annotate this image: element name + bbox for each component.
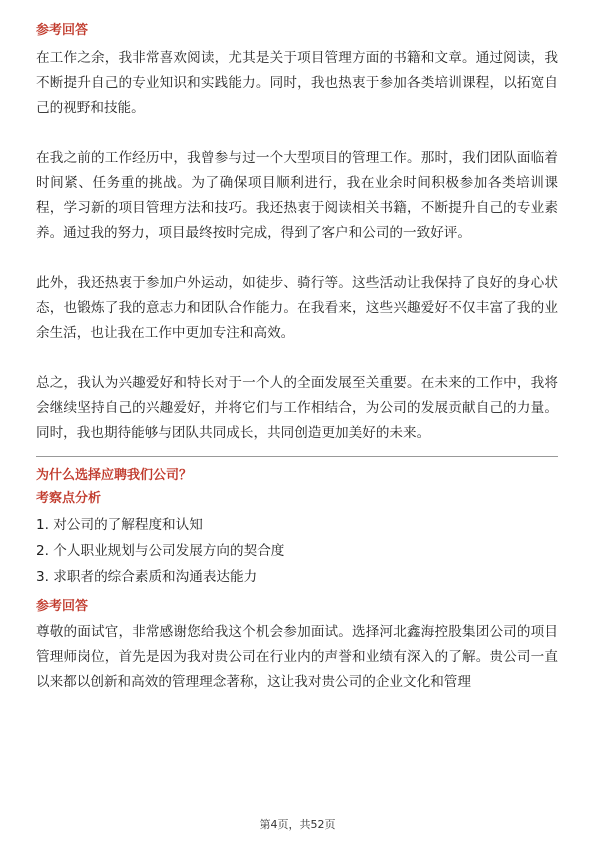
paragraph-spacer — [36, 346, 558, 371]
answer-paragraph: 尊敬的面试官，非常感谢您给我这个机会参加面试。选择河北鑫海控股集团公司的项目管理师岗位，首先是因为我对贵公司在行业内的声誉和业绩有深入的了解。贵公司一直以来都以创新和高效的管理理念著称，这让我对贵公司的企业文化和管理 — [36, 624, 558, 690]
question-title: 为什么选择应聘我们公司？ — [36, 468, 193, 483]
document-page — [36, 22, 558, 695]
answer-paragraph: 在工作之余，我非常喜欢阅读，尤其是关于项目管理方面的书籍和文章。通过阅读，我不断提升自己的专业知识和实践能力。同时，我也热衷于参加各类培训课程，以拓宽自己的视野和技能。 — [36, 50, 558, 116]
section-divider — [36, 456, 558, 457]
answer-heading: 参考回答 — [36, 599, 89, 614]
analysis-heading: 考察点分析 — [36, 491, 102, 506]
answer-paragraph: 在我之前的工作经历中，我曾参与过一个大型项目的管理工作。那时，我们团队面临着时间紧、任务重的挑战。为了确保项目顺利进行，我在业余时间积极参加各类培训课程，学习新的项目管理方法和技巧。我还热衷于阅读相关书籍，不断提升自己的专业素养。通过我的努力，项目最终按时完成，得到了客户和公司的一致好评。 — [36, 150, 558, 241]
answer-paragraph: 此外，我还热衷于参加户外运动，如徒步、骑行等。这些活动让我保持了良好的身心状态，也锻炼了我的意志力和团队合作能力。在我看来，这些兴趣爱好不仅丰富了我的业余生活，也让我在工作中更加专注和高效。 — [36, 275, 558, 341]
page-number: 第4页，共52页 — [259, 818, 336, 831]
analysis-point: 3. 求职者的综合素质和沟通表达能力 — [36, 569, 258, 585]
analysis-point: 2. 个人职业规划与公司发展方向的契合度 — [36, 543, 285, 559]
paragraph-spacer — [36, 246, 558, 271]
paragraph-spacer — [36, 121, 558, 146]
analysis-point: 1. 对公司的了解程度和认知 — [36, 517, 203, 533]
answer-paragraph: 总之，我认为兴趣爱好和特长对于一个人的全面发展至关重要。在未来的工作中，我将会继续坚持自己的兴趣爱好，并将它们与工作相结合，为公司的发展贡献自己的力量。同时，我也期待能够与团队共同成长，共同创造更加美好的未来。 — [36, 375, 558, 441]
answer-heading: 参考回答 — [36, 23, 89, 38]
